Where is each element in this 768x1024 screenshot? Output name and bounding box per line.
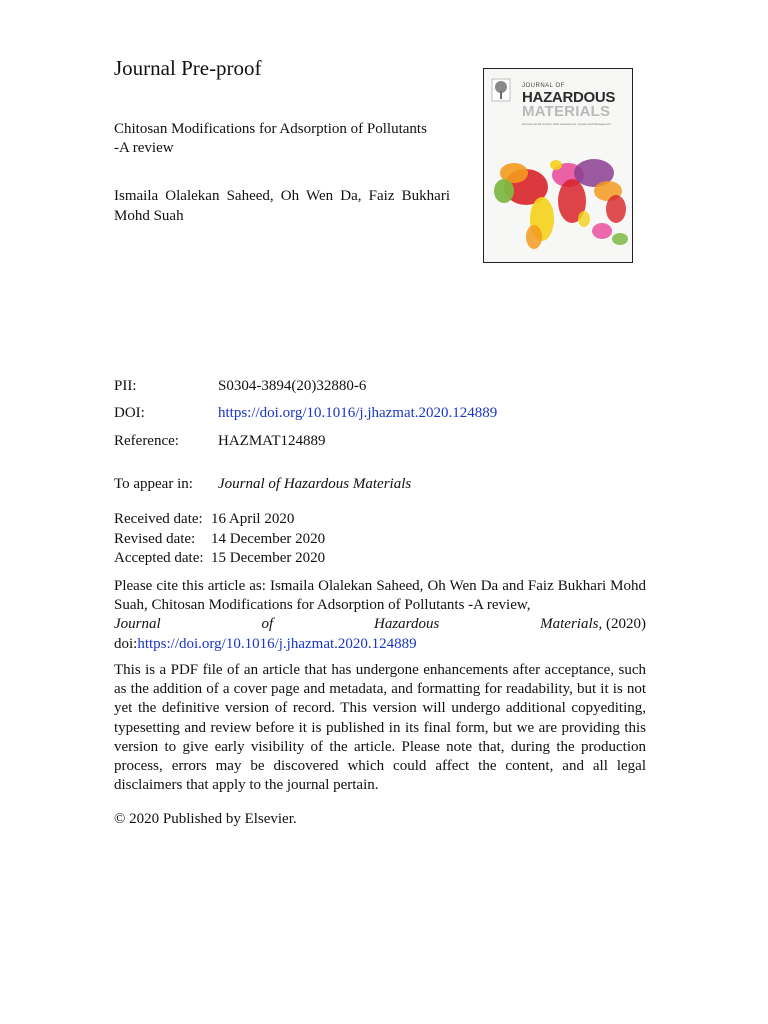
accepted-date-row bbox=[114, 549, 325, 569]
appear-in-row bbox=[114, 476, 411, 493]
citation-year: (2020) bbox=[605, 616, 646, 633]
citation-journal-word1: Journal bbox=[114, 616, 161, 633]
article-title bbox=[114, 120, 454, 158]
appear-in-label: To appear in: bbox=[114, 476, 193, 492]
revised-date-row bbox=[114, 530, 325, 550]
citation-journal-word4: Materials, bbox=[540, 616, 603, 633]
article-title-line2: -A review bbox=[114, 140, 174, 156]
citation-doi-link[interactable]: https://doi.org/10.1016/j.jhazmat.2020.124889 bbox=[137, 635, 417, 652]
revised-date-value: 14 December 2020 bbox=[211, 530, 326, 547]
citation-doi-line bbox=[114, 635, 646, 654]
journal-preproof-heading: Journal Pre-proof bbox=[114, 56, 262, 80]
received-date-value: 16 April 2020 bbox=[211, 511, 295, 527]
received-date-label: Received date: bbox=[114, 511, 203, 527]
elsevier-logo-icon bbox=[492, 79, 510, 101]
doi-label: DOI: bbox=[114, 405, 145, 421]
accepted-date-label: Accepted date: bbox=[114, 550, 204, 566]
journal-cover-image bbox=[483, 68, 633, 263]
doi-link[interactable]: https://doi.org/10.1016/j.jhazmat.2020.124889 bbox=[218, 405, 498, 421]
cover-journal-of-text: JOURNAL OF bbox=[522, 83, 565, 89]
pii-value: S0304-3894(20)32880-6 bbox=[218, 378, 367, 394]
citation-doi-prefix: doi: bbox=[114, 635, 138, 652]
copyright-notice: © 2020 Published by Elsevier. bbox=[114, 811, 297, 827]
notice-paragraph: This is a PDF file of an article that has undergone enhancements after acceptance, such as the addition of a cover page and metadata, and formatting for readability, but it is not yet the definitive version of record. This version will undergo additional copyediting, typesetting and review before it is published in its final form, but we are providing this version to give early visibility of the article. Please note that, during the production process, errors may be discovered which could affect the content, and all legal disclaimers that apply to the journal pertain. bbox=[114, 662, 646, 794]
citation-journal-line bbox=[114, 615, 646, 634]
article-authors: Ismaila Olalekan Saheed, Oh Wen Da, Faiz Bukhari Mohd Suah bbox=[114, 188, 450, 224]
received-date-row bbox=[114, 510, 325, 530]
dates-block bbox=[114, 510, 325, 569]
doi-row bbox=[114, 405, 497, 422]
pii-label: PII: bbox=[114, 378, 137, 394]
citation-journal-end bbox=[540, 615, 646, 634]
cover-tagline-text: Environmental Control, Risk Assessment, Impact and Management bbox=[522, 122, 612, 126]
cover-materials-text: MATERIALS bbox=[522, 103, 611, 120]
citation-journal-word2: of bbox=[261, 616, 274, 633]
citation-journal-word3: Hazardous bbox=[374, 616, 440, 633]
appear-in-journal: Journal of Hazardous Materials bbox=[218, 476, 412, 492]
reference-value: HAZMAT124889 bbox=[218, 433, 326, 449]
article-title-line1: Chitosan Modifications for Adsorption of Pollutants bbox=[114, 121, 427, 137]
citation-intro: Please cite this article as: Ismaila Olalekan Saheed, Oh Wen Da and Faiz Bukhari Mohd Suah, Chitosan Modifications for Adsorption of Pollutants -A review, bbox=[114, 578, 646, 614]
cover-hazardous-text: HAZARDOUS bbox=[522, 89, 616, 106]
accepted-date-value: 15 December 2020 bbox=[211, 550, 326, 566]
revised-date-label: Revised date: bbox=[114, 530, 196, 547]
reference-label: Reference: bbox=[114, 433, 179, 449]
citation-paragraph bbox=[114, 577, 646, 654]
pii-row bbox=[114, 378, 366, 395]
reference-row bbox=[114, 433, 326, 450]
